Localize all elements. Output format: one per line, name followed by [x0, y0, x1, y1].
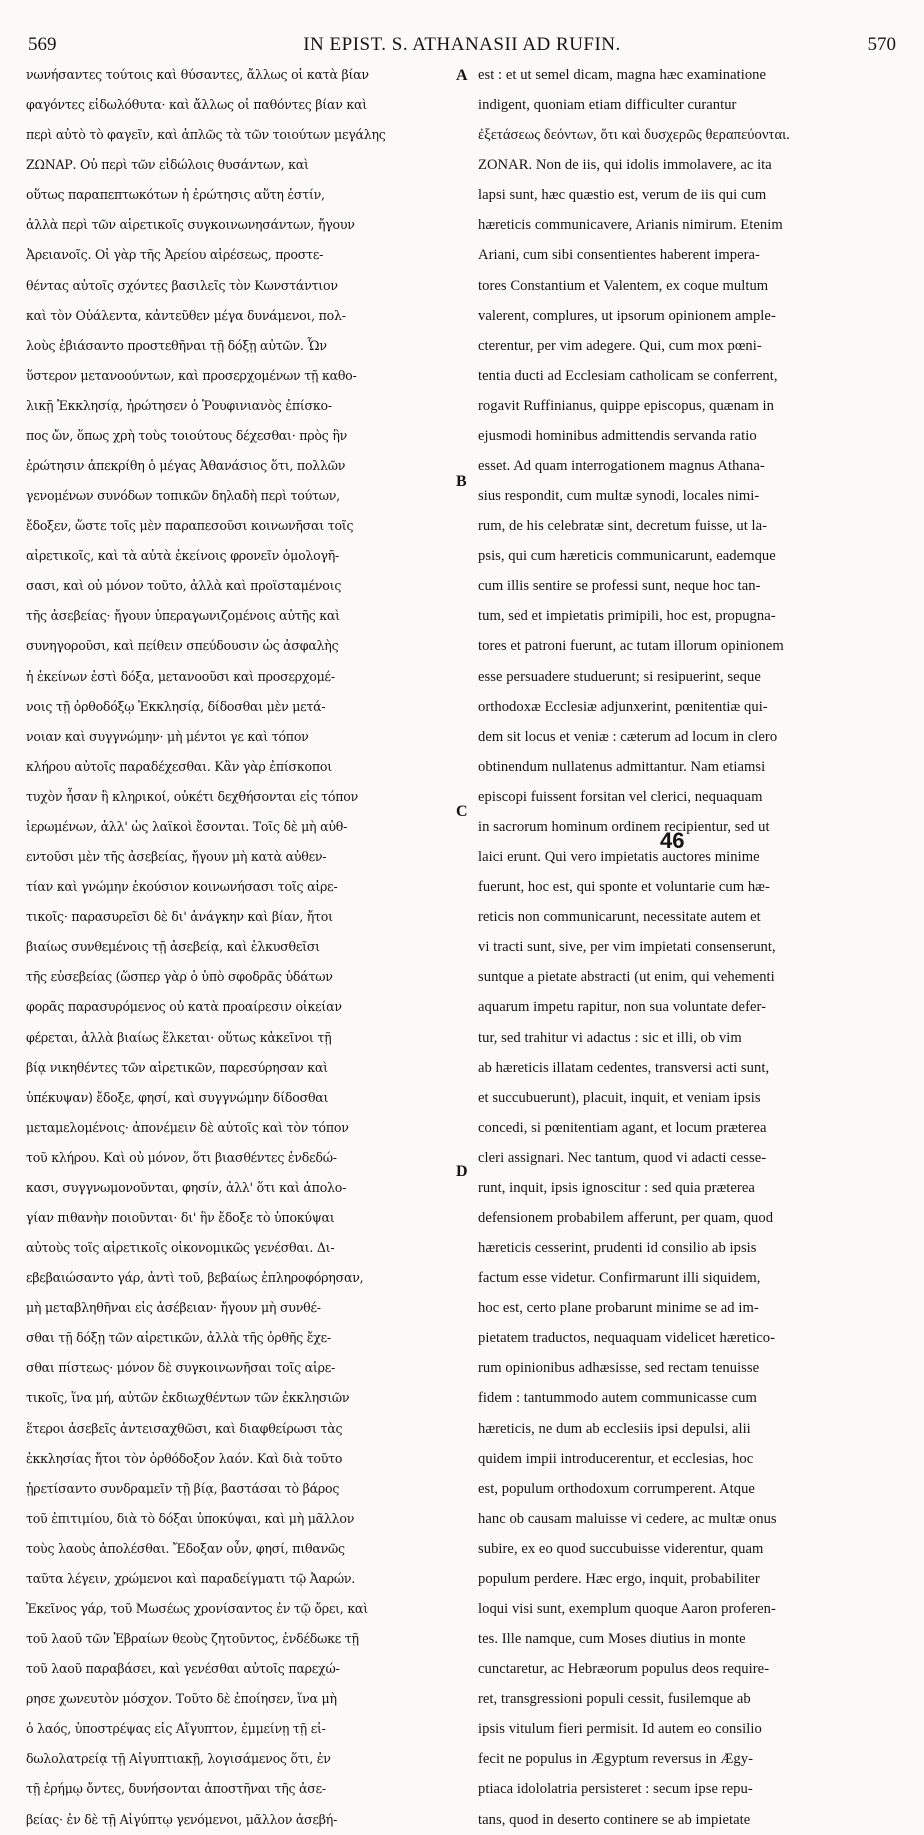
greek-text-line: λικῇ Ἐκκλησίᾳ, ἠρώτησεν ὁ Ῥουφινιανὸς ἐπίσκο-	[26, 397, 332, 413]
latin-text-line: ipsis vitulum fieri permisit. Id autem eo consilio	[478, 1721, 762, 1738]
latin-text-line: obtinendum nullatenus admittantur. Nam etiamsi	[478, 758, 766, 775]
latin-text-line: aquarum impetu rapitur, non sua voluntate defer-	[478, 999, 767, 1016]
latin-text-line: esset. Ad quam interrogationem magnus Athana-	[478, 458, 765, 475]
latin-text-line: tentia ducti ad Ecclesiam catholicam se conferrent,	[478, 367, 778, 384]
page-number-left: 569	[28, 34, 57, 55]
latin-text-line: valerent, complures, ut ipsorum opinionem ample-	[478, 307, 776, 324]
greek-text-line: ἐκκλησίας ἤτοι τὸν ὀρθόδοξον λαόν. Καὶ διὰ τοῦτο	[26, 1450, 343, 1466]
page-number-right: 570	[867, 34, 896, 55]
greek-text-line: σθαι τῇ δόξῃ τῶν αἱρετικῶν, ἀλλὰ τῆς ὀρθῆς ἔχε-	[26, 1330, 331, 1346]
latin-text-line: hæreticis communicavere, Arianis nimirum. Etenim	[478, 217, 783, 234]
latin-text-line: hoc est, certo plane probarunt minime se ad im-	[478, 1300, 759, 1317]
latin-text-line: cterentur, per vim adegere. Qui, cum mox pœni-	[478, 337, 762, 354]
latin-text-line: ZONAR. Non de iis, qui idolis immolavere, ac ita	[478, 157, 772, 174]
latin-text-line: fuerunt, hoc est, qui sponte et voluntarie cum hæ-	[478, 879, 770, 896]
latin-text-line: laici erunt. Qui vero impietatis auctores minime	[478, 849, 760, 866]
latin-text-line: ἐξετάσεως δεόντων, ὅτι καὶ δυσχερῶς θεραπεύονται.	[478, 127, 790, 144]
margin-marker-a: A	[456, 67, 468, 84]
greek-text-line: περὶ αὐτὸ τὸ φαγεῖν, καὶ ἁπλῶς τὰ τῶν τοιούτων μεγάλης	[26, 127, 386, 143]
latin-text-line: hæreticis, ne dum ab ecclesiis ipsi depulsi, alii	[478, 1420, 751, 1437]
latin-text-line: fecit ne populus in Ægyptum reversus in Ægy-	[478, 1751, 753, 1768]
latin-text-line: tans, quod in deserto continere se ab impietate	[478, 1811, 751, 1828]
greek-text-line: ἐρώτησιν ἀπεκρίθη ὁ μέγας Ἀθανάσιος ὅτι, πολλῶν	[26, 458, 346, 474]
greek-text-line: μὴ μεταβληθῆναι εἰς ἀσέβειαν· ἤγουν μὴ συνθέ-	[26, 1300, 321, 1316]
latin-text-line: et succubuerunt), placuit, inquit, et veniam ipsis	[478, 1089, 761, 1106]
greek-text-line: ὁ λαός, ὑποστρέψας εἰς Αἴγυπτον, ἐμμείνῃ τῇ εἰ-	[26, 1721, 326, 1737]
latin-text-line: factum esse videtur. Confirmarunt illi siquidem,	[478, 1270, 761, 1287]
greek-text-line: φαγόντες εἰδωλόθυτα· καὶ ἄλλως οἱ παθόντες βίαν καὶ	[26, 97, 367, 113]
greek-text-line: ἡ ἐκείνων ἐστὶ δόξα, μετανοοῦσι καὶ προσερχομέ-	[26, 668, 335, 684]
greek-text-line: τίαν καὶ γνώμην ἑκούσιον κοινωνήσασι τοῖς αἱρε-	[26, 879, 338, 895]
latin-text-line: rum, de his celebratæ sint, decretum fuisse, ut la-	[478, 518, 768, 535]
latin-text-line: dem sit locus et veniæ : cæterum ad locum in clero	[478, 728, 778, 745]
latin-text-line: lapsi sunt, hæc quæstio est, verum de iis qui cum	[478, 187, 767, 204]
latin-text-line: tes. Ille namque, cum Moses diutius in monte	[478, 1631, 746, 1648]
latin-text-line: cleri assignari. Nec tantum, quod vi adacti cesse-	[478, 1149, 767, 1166]
greek-text-line: αἱρετικοῖς, καὶ τὰ αὐτὰ ἐκείνοις φρονεῖν ὁμολογῆ-	[26, 548, 340, 564]
greek-text-line: τοῦ ἐπιτιμίου, διὰ τὸ δόξαι ὑποκύψαι, καὶ μὴ μᾶλλον	[26, 1510, 355, 1526]
latin-text-line: suntque a pietate abstracti (ut enim, qui vehementi	[478, 969, 775, 986]
latin-text-line: cunctaretur, ac Hebræorum populus deos require-	[478, 1661, 770, 1678]
greek-text-line: ἱερωμένων, ἀλλ' ὡς λαϊκοὶ ἔσονται. Τοῖς δὲ μὴ αὐθ-	[26, 818, 348, 834]
greek-text-line: ᾑρετίσαντο συνδραμεῖν τῇ βίᾳ, βαστάσαι τὸ βάρος	[26, 1480, 340, 1496]
latin-text-line: tores et patroni fuerunt, ac tutam illorum opinionem	[478, 638, 784, 655]
latin-text-line: defensionem probabilem afferunt, per quam, quod	[478, 1209, 774, 1226]
greek-text-line: σθαι πίστεως· μόνον δὲ συγκοινωνῆσαι τοῖς αἱρε-	[26, 1360, 336, 1376]
latin-text-line: sius respondit, cum multæ synodi, locales nimi-	[478, 488, 760, 505]
greek-text-line: ἔδοξεν, ὥστε τοῖς μὲν παραπεσοῦσι κοινωνῆσαι τοῖς	[26, 518, 354, 534]
latin-text-line: orthodoxæ Ecclesiæ adjunxerint, pœnitentiæ qui-	[478, 698, 768, 715]
latin-text-line: concedi, si pœnitentiam agant, et locum præterea	[478, 1119, 767, 1136]
latin-text-line: subire, ex eo quod succubuisse viderentur, quam	[478, 1540, 764, 1557]
greek-text-line: βιαίως συνθεμένοις τῇ ἀσεβείᾳ, καὶ ἑλκυσθεῖσι	[26, 939, 320, 955]
latin-text-line: ptiaca idololatria persisteret : secum ipse repu-	[478, 1781, 753, 1798]
greek-text-line: πος ὤν, ὅπως χρὴ τοὺς τοιούτους δέχεσθαι· πρὸς ἣν	[26, 427, 348, 443]
latin-text-line: tur, sed trahitur vi adactus : sic et illi, ob vim	[478, 1029, 742, 1046]
greek-text-line: νωνήσαντες τούτοις καὶ θύσαντες, ἄλλως οἱ κατὰ βίαν	[26, 67, 369, 82]
greek-text-line: ὑπέκυψαν) ἔδοξε, φησί, καὶ συγγνώμην δίδοσθαι	[26, 1089, 329, 1105]
greek-text-line: καὶ τὸν Οὐάλεντα, κἀντεῦθεν μέγα δυνάμενοι, πολ-	[26, 307, 346, 323]
greek-text-line: τῆς εὐσεβείας (ὥσπερ γὰρ ὁ ὑπὸ σφοδρᾶς ὑδάτων	[26, 969, 333, 985]
greek-text-line: συνηγοροῦσι, καὶ πείθειν σπεύδουσιν ὡς ἀσφαλὴς	[26, 638, 339, 654]
latin-text-line: runt, inquit, ipsis ignoscitur : sed quia præterea	[478, 1179, 755, 1196]
greek-text-line: ρησε χωνευτὸν μόσχον. Τοῦτο δὲ ἐποίησεν, ἵνα μὴ	[26, 1691, 337, 1707]
greek-text-line: γίαν πιθανὴν ποιοῦνται· δι' ἣν ἔδοξε τὸ ὑποκύψαι	[26, 1209, 335, 1225]
latin-text-line: esse persuadere studuerunt; si resipuerint, seque	[478, 668, 761, 685]
latin-text-line: rogavit Ruffinianus, quippe episcopus, quænam in	[478, 397, 774, 414]
latin-text-line: Ariani, cum sibi consentientes haberent impera-	[478, 247, 760, 264]
greek-text-line: τῆς ἀσεβείας· ἤγουν ὑπεραγωνιζομένοις αὐτῆς καὶ	[26, 608, 340, 624]
greek-text-line: οὕτως παραπεπτωκότων ἡ ἐρώτησις αὕτη ἐστίν,	[26, 187, 325, 203]
greek-text-line: ἕτεροι ἀσεβεῖς ἀντεισαχθῶσι, καὶ διαφθείρωσι τὰς	[26, 1420, 343, 1436]
greek-text-line: φορᾶς παρασυρόμενος οὐ κατὰ προαίρεσιν οἰκείαν	[26, 999, 342, 1015]
latin-text-line: ejusmodi hominibus admittendis servanda ratio	[478, 427, 757, 444]
latin-text-line: hæreticis cesserint, prudenti id consilio ab ipsis	[478, 1240, 757, 1257]
greek-text-line: τυχὸν ἦσαν ἢ κληρικοί, οὐκέτι δεχθήσονται εἰς τόπον	[26, 788, 358, 804]
margin-marker-b: B	[456, 473, 467, 490]
greek-text-line: κασι, συγγνωμονοῦνται, φησίν, ἀλλ' ὅτι καὶ ἀπολο-	[26, 1179, 347, 1195]
latin-text-line: reticis non communicarunt, necessitate autem et	[478, 909, 761, 926]
latin-text-line: quidem impii introducerentur, et ecclesias, hoc	[478, 1450, 754, 1467]
latin-text-line: est, populum orthodoxum corrumperent. Atque	[478, 1480, 755, 1497]
latin-text-line: tores Constantium et Valentem, ex coque multum	[478, 277, 769, 294]
running-title: IN EPIST. S. ATHANASII AD RUFIN.	[303, 34, 621, 55]
latin-text-line: ret, transgressioni populi cessit, fusilemque ab	[478, 1691, 751, 1708]
greek-text-line: εβεβαιώσαντο γάρ, ἀντὶ τοῦ, βεβαίως ἐπληροφόρησαν,	[26, 1270, 364, 1286]
latin-text-line: indigent, quoniam etiam difficulter curantur	[478, 97, 737, 114]
latin-text-line: populum perdere. Hæc ergo, inquit, probabiliter	[478, 1570, 760, 1587]
greek-text-line: νοις τῇ ὀρθοδόξῳ Ἐκκλησίᾳ, δίδοσθαι μὲν μετά-	[26, 698, 326, 714]
latin-text-column	[478, 60, 892, 1835]
latin-text-line: ab hæreticis illatam cedentes, transversi acti sunt,	[478, 1059, 770, 1076]
greek-text-line: τῇ ἐρήμῳ ὄντες, δυνήσονται ἀποστῆναι τῆς ἀσε-	[26, 1781, 326, 1797]
latin-text-line: loqui visi sunt, exemplum quoque Aaron proferen-	[478, 1600, 776, 1617]
greek-text-line: τικοῖς, ἵνα μή, αὐτῶν ἐκδιωχθέντων τῶν ἐκκλησιῶν	[26, 1390, 350, 1406]
latin-text-line: tum, sed et impietatis primipili, hoc est, propugna-	[478, 608, 776, 625]
greek-text-line: αὐτοὺς τοῖς αἱρετικοῖς οἰκονομικῶς γενέσθαι. Δι-	[26, 1240, 335, 1256]
greek-text-line: βείας· ἐν δὲ τῇ Αἰγύπτῳ γενόμενοι, μᾶλλον ἀσεβή-	[26, 1811, 338, 1827]
greek-text-line: τοῦ κλήρου. Καὶ οὐ μόνον, ὅτι βιασθέντες ἐνδεδώ-	[26, 1149, 337, 1165]
greek-text-line: νοιαν καὶ συγγνώμην· μὴ μέντοι γε καὶ τόπον	[26, 728, 309, 744]
latin-text-line: vi tracti sunt, sive, per vim impietati consenserunt,	[478, 939, 776, 956]
greek-text-line: ταῦτα λέγειν, χρώμενοι καὶ παραδείγματι τῷ Ἀαρών.	[26, 1570, 356, 1586]
margin-marker-c: C	[456, 803, 468, 820]
greek-text-line: θέντας αὐτοῖς σχόντες βασιλεῖς τὸν Κωνστάντιον	[26, 277, 338, 293]
latin-text-line: est : et ut semel dicam, magna hæc examinatione	[478, 67, 767, 83]
running-header	[0, 34, 924, 56]
latin-text-line: pietatem traductos, nequaquam videlicet hæretico-	[478, 1330, 776, 1347]
greek-text-line: Ἀρειανοῖς. Οἱ γὰρ τῆς Ἀρείου αἱρέσεως, προστε-	[26, 247, 324, 263]
greek-text-line: τικοῖς· παρασυρεῖσι δὲ δι' ἀνάγκην καὶ βίαν, ἤτοι	[26, 909, 333, 925]
greek-text-line: φέρεται, ἀλλὰ βιαίως ἕλκεται· οὕτως κἀκεῖνοι τῇ	[26, 1029, 332, 1045]
greek-text-line: σασι, καὶ οὐ μόνον τοῦτο, ἀλλὰ καὶ προϊσταμένοις	[26, 578, 342, 594]
greek-text-line: ὕστερον μετανοούντων, καὶ προσερχομένων τῇ καθο-	[26, 367, 357, 383]
greek-text-line: μεταμελομένοις· ἀπονέμειν δὲ αὐτοῖς καὶ τὸν τόπον	[26, 1119, 349, 1135]
greek-text-line: τοὺς λαοὺς ἀπολέσθαι. Ἔδοξαν οὖν, φησί, πιθανῶς	[26, 1540, 345, 1556]
greek-text-line: τοῦ λαοῦ παραβάσει, καὶ γενέσθαι αὐτοῖς παρεχώ-	[26, 1661, 340, 1677]
greek-text-line: βίᾳ νικηθέντες τῶν αἱρετικῶν, παρεσύρησαν καὶ	[26, 1059, 328, 1075]
greek-text-line: δωλολατρείᾳ τῇ Αἰγυπτιακῇ, λογισάμενος ὅτι, ἐν	[26, 1751, 331, 1767]
greek-text-line: τοῦ λαοῦ τῶν Ἑβραίων θεοὺς ζητοῦντος, ἐνδέδωκε τῇ	[26, 1631, 359, 1647]
latin-text-line: in sacrorum hominum ordinem recipientur, sed ut	[478, 818, 770, 835]
greek-text-line: λοὺς ἐβιάσαντο προστεθῆναι τῇ δόξῃ αὐτῶν. Ὧν	[26, 337, 327, 353]
greek-text-line: εντοῦσι μὲν τῆς ἀσεβείας, ἤγουν μὴ κατὰ αὐθεν-	[26, 849, 327, 865]
latin-text-line: hanc ob causam maluisse vi cedere, ac multæ onus	[478, 1510, 777, 1527]
greek-text-column	[26, 60, 458, 1835]
greek-text-line: Ἐκεῖνος γάρ, τοῦ Μωσέως χρονίσαντος ἐν τῷ ὄρει, καὶ	[26, 1600, 368, 1616]
margin-marker-d: D	[456, 1163, 468, 1180]
greek-text-line: ΖΩΝΑΡ. Οὐ περὶ τῶν εἰδώλοις θυσάντων, καὶ	[26, 157, 309, 173]
greek-text-line: κλήρου αὐτοῖς παραδέχεσθαι. Κἂν γὰρ ἐπίσκοποι	[26, 758, 332, 774]
greek-text-line: γενομένων συνόδων τοπικῶν δηλαδὴ περὶ τούτων,	[26, 488, 340, 504]
greek-text-line: ἀλλὰ περὶ τῶν αἱρετικοῖς συγκοινωνησάντων, ἤγουν	[26, 217, 355, 233]
latin-text-line: episcopi fuissent forsitan vel clerici, nequaquam	[478, 788, 763, 805]
latin-text-line: rum opinionibus adhæsisse, sed rectam tenuisse	[478, 1360, 760, 1377]
latin-text-line: cum illis sentire se professi sunt, neque hoc tan-	[478, 578, 761, 595]
latin-text-line: fidem : tantummodo autem communicasse cum	[478, 1390, 757, 1407]
column-number: 46	[660, 828, 685, 853]
latin-text-line: psis, qui cum hæreticis communicarunt, eademque	[478, 548, 776, 565]
